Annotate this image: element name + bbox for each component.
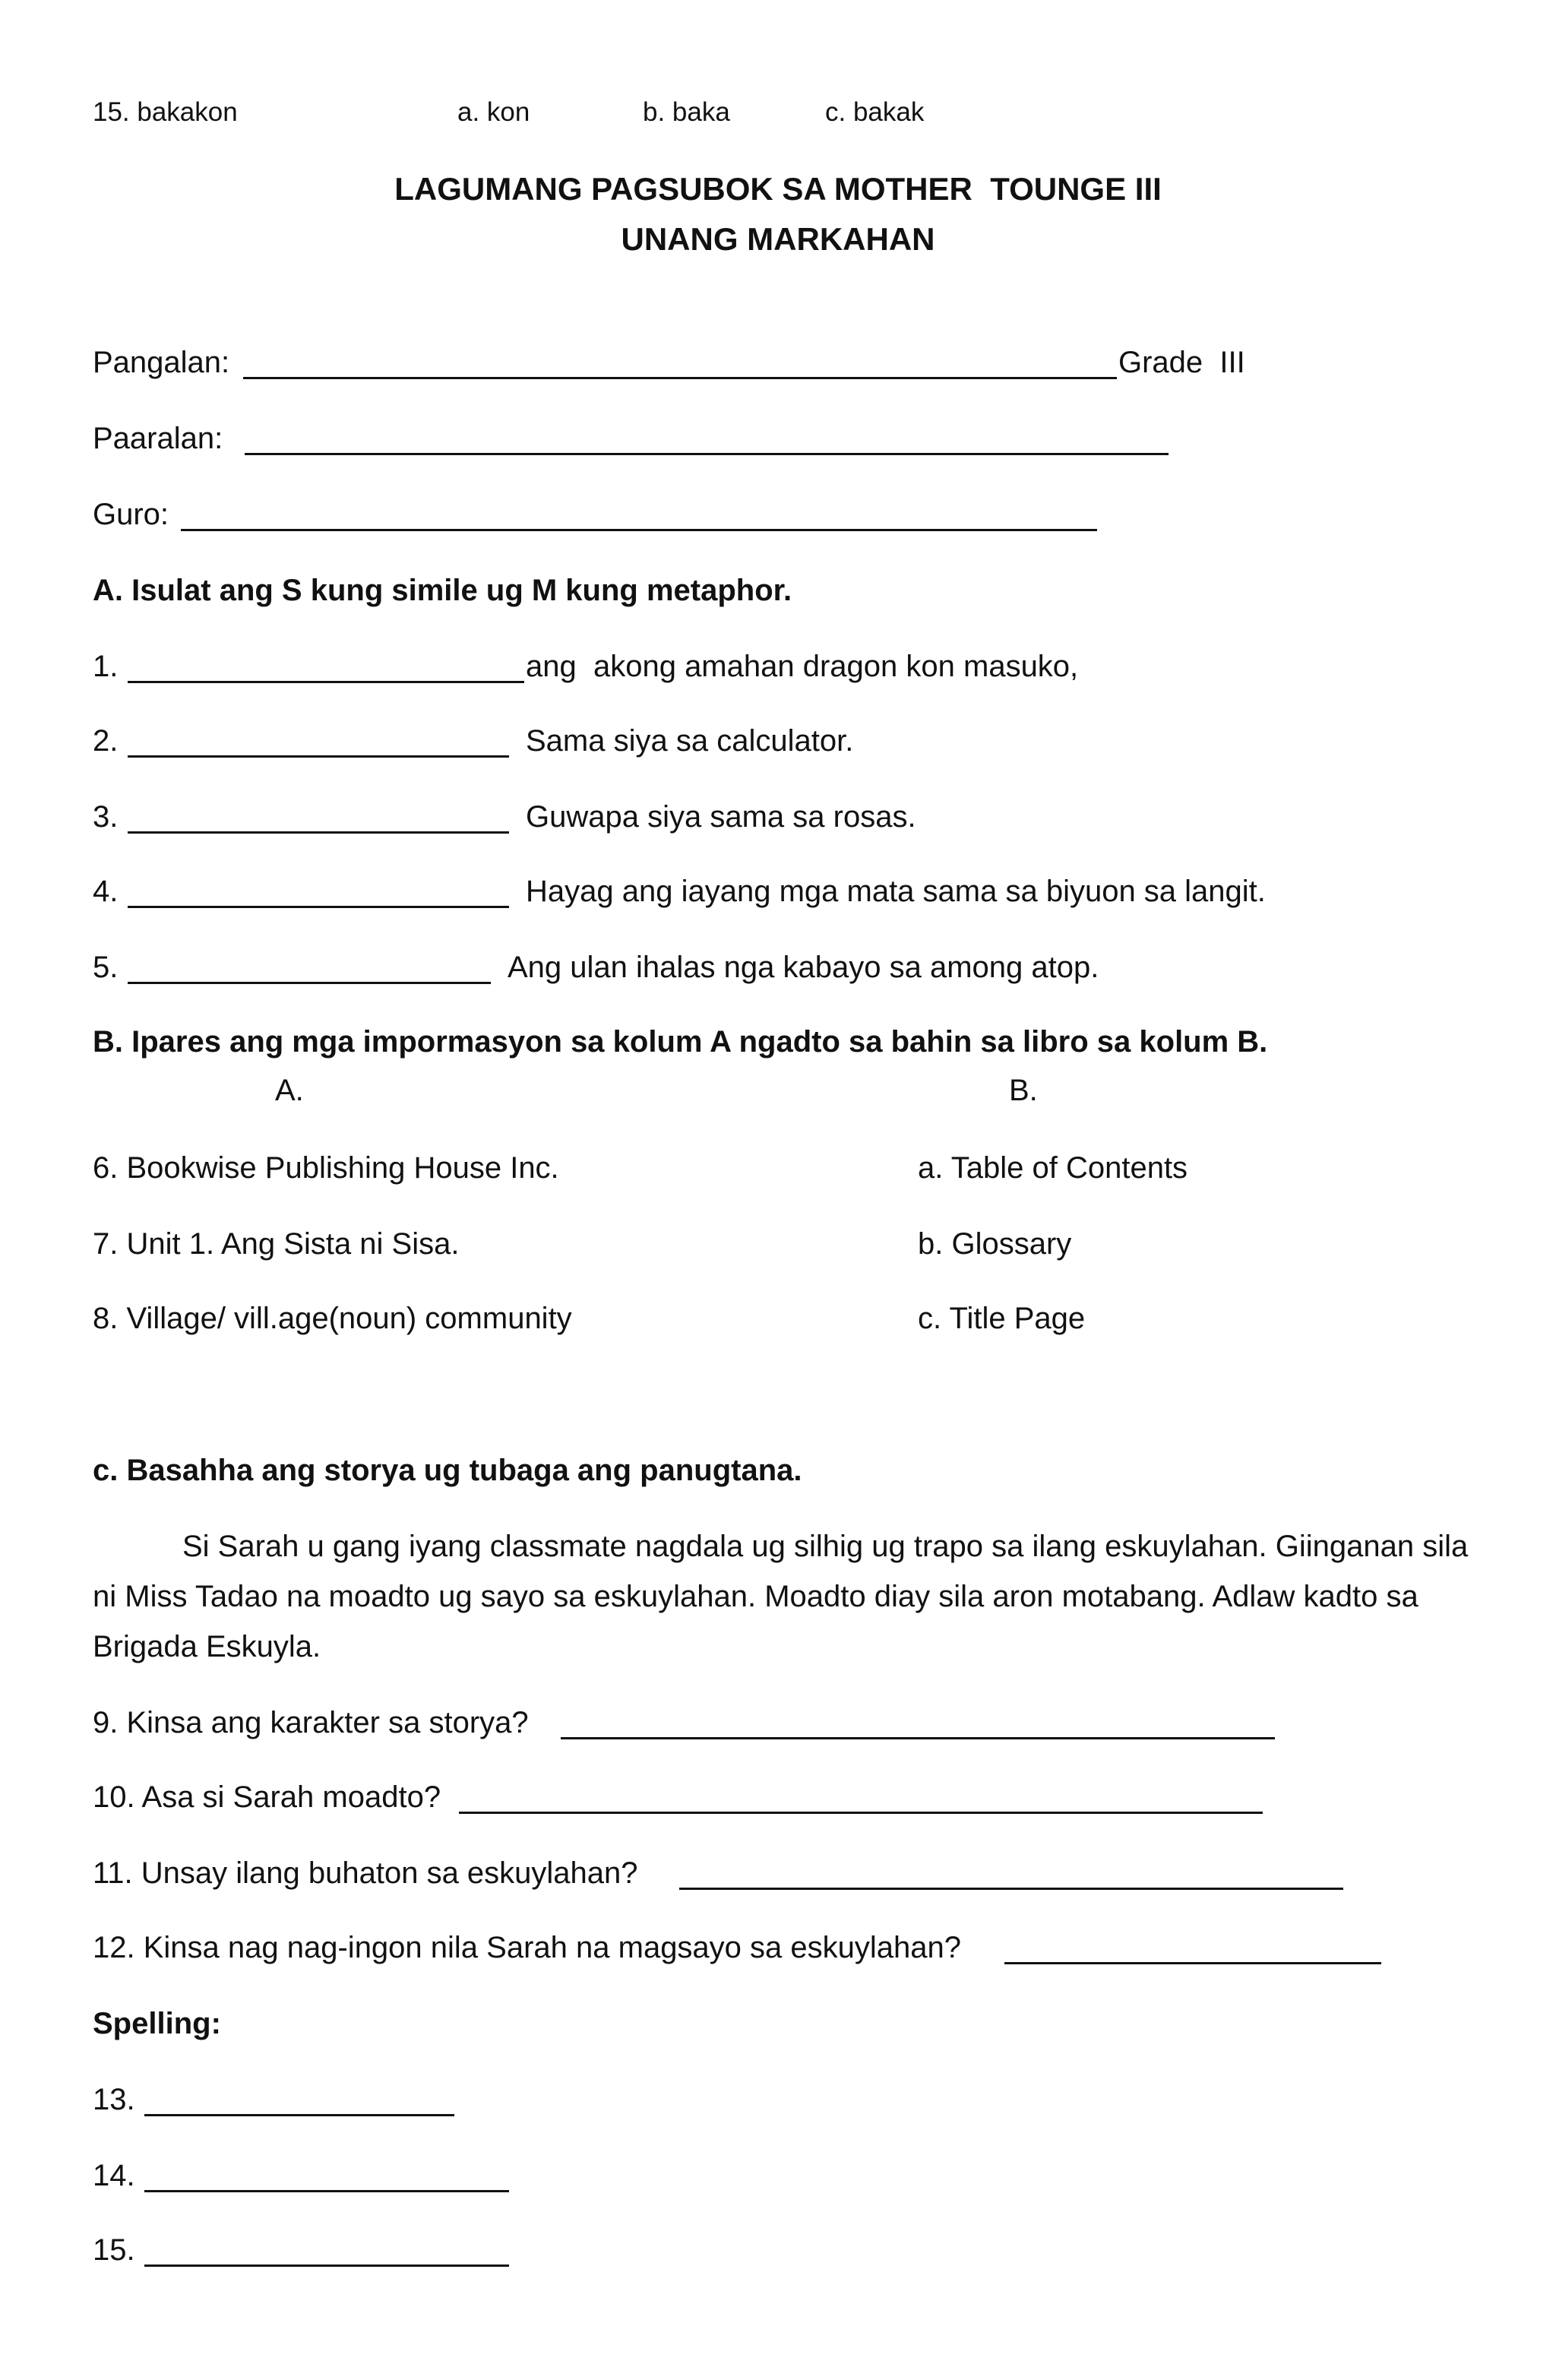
list-item-number: 5. bbox=[93, 951, 119, 984]
prev-item-word: 15. bakakon bbox=[93, 97, 238, 127]
answer-blank-2[interactable] bbox=[128, 755, 509, 758]
section-c-heading: c. Basahha ang storya ug tubaga ang panugtana. bbox=[93, 1454, 802, 1487]
section-a-heading: A. Isulat ang S kung simile ug M kung metaphor. bbox=[93, 574, 792, 607]
name-label: Pangalan: bbox=[93, 346, 230, 379]
answer-blank-3[interactable] bbox=[128, 831, 509, 834]
list-item-text: Guwapa siya sama sa rosas. bbox=[526, 800, 916, 834]
list-item-text: Sama siya sa calculator. bbox=[526, 724, 854, 758]
teacher-label: Guro: bbox=[93, 498, 169, 531]
story-paragraph: Si Sarah u gang iyang classmate nagdala ug silhig ug trapo sa ilang eskuylahan. Giinganan sila ni Miss Tadao na moadto ug sayo sa eskuylahan. Moadto diay sila aron motabang. Adlaw kadto sa Brigada Eskuyla. bbox=[93, 1530, 1469, 1663]
column-a-item: 8. Village/ vill.age(noun) community bbox=[93, 1302, 572, 1335]
column-a-label: A. bbox=[275, 1074, 304, 1107]
list-item-number: 1. bbox=[93, 650, 119, 683]
spelling-item-number: 15. bbox=[93, 2233, 135, 2267]
school-field[interactable] bbox=[245, 453, 1169, 455]
spelling-heading: Spelling: bbox=[93, 2007, 221, 2040]
question-text: 9. Kinsa ang karakter sa storya? bbox=[93, 1706, 529, 1739]
column-b-item: c. Title Page bbox=[918, 1302, 1086, 1335]
answer-blank-13[interactable] bbox=[144, 2114, 454, 2116]
list-item-text: Hayag ang iayang mga mata sama sa biyuon sa langit. bbox=[526, 875, 1266, 908]
answer-blank-9[interactable] bbox=[561, 1737, 1275, 1739]
school-label: Paaralan: bbox=[93, 422, 223, 455]
spelling-item-number: 13. bbox=[93, 2083, 135, 2116]
list-item-text: Ang ulan ihalas nga kabayo sa among atop. bbox=[508, 951, 1099, 984]
prev-item-choice-a: a. kon bbox=[457, 97, 530, 127]
question-text: 10. Asa si Sarah moadto? bbox=[93, 1780, 441, 1814]
answer-blank-4[interactable] bbox=[128, 906, 509, 908]
question-text: 11. Unsay ilang buhaton sa eskuylahan? bbox=[93, 1856, 638, 1890]
list-item-text: ang akong amahan dragon kon masuko, bbox=[526, 650, 1079, 683]
page-subtitle: UNANG MARKAHAN bbox=[621, 221, 935, 257]
answer-blank-11[interactable] bbox=[679, 1888, 1343, 1890]
list-item-number: 4. bbox=[93, 875, 119, 908]
answer-blank-12[interactable] bbox=[1004, 1962, 1381, 1964]
name-field[interactable] bbox=[243, 377, 1117, 379]
grade-label: Grade III bbox=[1118, 346, 1245, 379]
answer-blank-1[interactable] bbox=[128, 681, 524, 683]
question-text: 12. Kinsa nag nag-ingon nila Sarah na magsayo sa eskuylahan? bbox=[93, 1931, 962, 1964]
spelling-item-number: 14. bbox=[93, 2159, 135, 2192]
teacher-field[interactable] bbox=[181, 529, 1097, 531]
column-b-label: B. bbox=[1009, 1074, 1038, 1107]
page-title: LAGUMANG PAGSUBOK SA MOTHER TOUNGE III bbox=[394, 171, 1162, 207]
answer-blank-10[interactable] bbox=[459, 1812, 1263, 1814]
column-a-item: 6. Bookwise Publishing House Inc. bbox=[93, 1151, 559, 1185]
answer-blank-14[interactable] bbox=[144, 2190, 509, 2192]
prev-item-choice-b: b. baka bbox=[643, 97, 730, 127]
list-item-number: 2. bbox=[93, 724, 119, 758]
answer-blank-15[interactable] bbox=[144, 2264, 509, 2267]
column-b-item: a. Table of Contents bbox=[918, 1151, 1188, 1185]
answer-blank-5[interactable] bbox=[128, 982, 491, 984]
prev-item-choice-c: c. bakak bbox=[825, 97, 925, 127]
column-a-item: 7. Unit 1. Ang Sista ni Sisa. bbox=[93, 1227, 460, 1261]
section-b-heading: B. Ipares ang mga impormasyon sa kolum A ngadto sa bahin sa libro sa kolum B. bbox=[93, 1025, 1268, 1059]
column-b-item: b. Glossary bbox=[918, 1227, 1072, 1261]
list-item-number: 3. bbox=[93, 800, 119, 834]
